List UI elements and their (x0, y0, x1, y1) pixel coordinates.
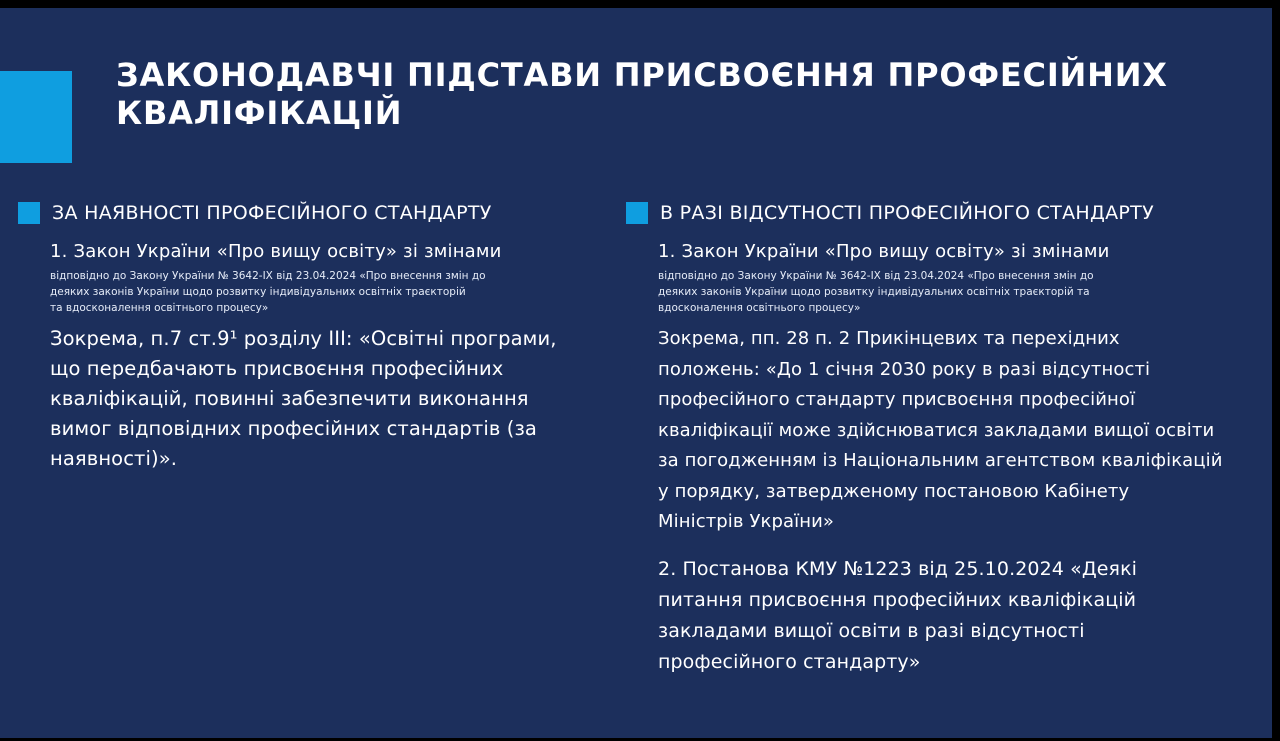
quote-line: кваліфікацій, повинні забезпечити виконання (50, 387, 529, 410)
quote-line: положень: «До 1 січня 2030 року в разі відсутності (658, 358, 1151, 380)
resolution-line: закладами вищої освіти в разі відсутності (658, 619, 1085, 642)
note-line: деяких законів України щодо розвитку індивідуальних освітніх траєкторій та (658, 286, 1090, 298)
column-without-standard (626, 200, 1272, 678)
note-line: вдосконалення освітнього процесу» (658, 302, 861, 314)
quote-line: Міністрів України» (658, 511, 835, 532)
slide (0, 8, 1272, 738)
quote-line: у порядку, затвердженому постановою Кабінету (658, 480, 1130, 502)
note-line: відповідно до Закону України № 3642-ІХ від 23.04.2024 «Про внесення змін до (50, 270, 486, 282)
slide-title: ЗАКОНОДАВЧІ ПІДСТАВИ ПРИСВОЄННЯ ПРОФЕСІЙНИХ КВАЛІФІКАЦІЙ (116, 56, 1168, 132)
note-line: та вдосконалення освітнього процесу» (50, 302, 269, 314)
resolution-line: питання присвоєння професійних кваліфікацій (658, 588, 1137, 611)
column-with-standard (18, 200, 618, 474)
quote-line: вимог відповідних професійних стандартів (за (50, 417, 537, 440)
resolution-line: 2. Постанова КМУ №1223 від 25.10.2024 «Деякі (658, 557, 1138, 580)
quote-line: що передбачають присвоєння професійних (50, 357, 504, 380)
quote-line: Зокрема, п.7 ст.9¹ розділу ІІІ: «Освітні програми, (50, 327, 557, 350)
quote-line: Зокрема, пп. 28 п. 2 Прикінцевих та перехідних (658, 328, 1120, 349)
column-heading-text: ЗА НАЯВНОСТІ ПРОФЕСІЙНОГО СТАНДАРТУ (52, 202, 492, 224)
column-heading (18, 200, 618, 226)
law-item (658, 240, 1272, 678)
column-heading (626, 200, 1272, 226)
law-quote (50, 324, 618, 474)
quote-line: кваліфікації може здійснюватися закладами вищої освіти (658, 419, 1215, 441)
square-bullet-icon (18, 202, 40, 224)
resolution-line: професійного стандарту» (658, 650, 921, 673)
note-line: відповідно до Закону України № 3642-ІХ від 23.04.2024 «Про внесення змін до (658, 270, 1094, 282)
quote-line: професійного стандарту присвоєння професійної (658, 389, 1136, 410)
quote-line: наявності)». (50, 447, 178, 470)
law-note (50, 268, 618, 316)
note-line: деяких законів України щодо розвитку індивідуальних освітніх траєкторій (50, 286, 466, 298)
square-bullet-icon (626, 202, 648, 224)
law-item (50, 240, 618, 474)
law-title: 1. Закон України «Про вищу освіту» зі змінами (50, 241, 502, 262)
law-title: 1. Закон України «Про вищу освіту» зі змінами (658, 241, 1110, 262)
law-note (658, 268, 1272, 316)
quote-line: за погодженням із Національним агентством кваліфікацій (658, 450, 1223, 471)
accent-square-decoration (0, 71, 72, 163)
resolution-item (658, 554, 1272, 678)
law-quote (658, 324, 1272, 538)
column-heading-text: В РАЗІ ВІДСУТНОСТІ ПРОФЕСІЙНОГО СТАНДАРТУ (660, 202, 1154, 224)
